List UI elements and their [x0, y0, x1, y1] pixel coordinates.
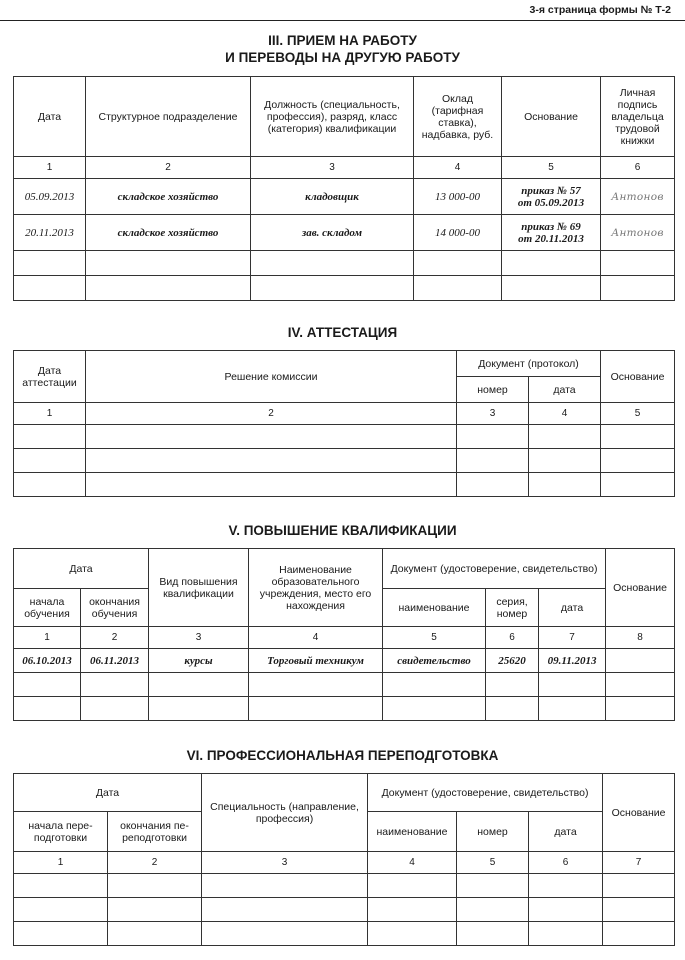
header-series: серия, номер — [486, 589, 539, 627]
cell-end: 06.11.2013 — [81, 649, 149, 673]
col-number: 3 — [251, 157, 414, 179]
cell-basis — [606, 649, 675, 673]
header-start: начала пере-подготовки — [14, 812, 108, 852]
cell-basis — [502, 215, 601, 251]
header-salary: Оклад (тарифная ставка), надбавка, руб. — [414, 77, 502, 157]
basis-date: от 20.11.2013 — [518, 232, 584, 245]
header-decision: Решение комиссии — [86, 351, 457, 403]
table-row — [14, 449, 675, 473]
attestation-table — [13, 350, 675, 497]
col-number: 5 — [383, 627, 486, 649]
table-row — [14, 697, 675, 721]
col-number: 4 — [529, 403, 601, 425]
table-row — [14, 922, 675, 946]
col-number: 1 — [14, 627, 81, 649]
col-number: 6 — [529, 852, 603, 874]
col-number: 4 — [414, 157, 502, 179]
col-number: 1 — [14, 403, 86, 425]
cell-series: 25620 — [486, 649, 539, 673]
header-date: Дата — [14, 774, 202, 812]
cell-doc-name: свидетельство — [383, 649, 486, 673]
col-number: 2 — [86, 157, 251, 179]
col-number: 3 — [149, 627, 249, 649]
col-number: 6 — [601, 157, 675, 179]
signature: Антонов — [611, 226, 664, 239]
header-document: Документ (протокол) — [457, 351, 601, 377]
col-number: 3 — [457, 403, 529, 425]
hiring-transfers-table — [13, 76, 675, 301]
section6-title: VI. ПРОФЕССИОНАЛЬНАЯ ПЕРЕПОДГОТОВКА — [186, 748, 499, 763]
retraining-table — [13, 773, 675, 946]
cell-start: 06.10.2013 — [14, 649, 81, 673]
cell-department: складское хозяйство — [86, 179, 251, 215]
cell-salary: 13 000-00 — [414, 179, 502, 215]
col-number: 8 — [606, 627, 675, 649]
cell-date: 20.11.2013 — [14, 215, 86, 251]
col-number: 5 — [457, 852, 529, 874]
cell-position: зав. складом — [251, 215, 414, 251]
basis-order: приказ № 57 — [521, 184, 581, 197]
col-number: 2 — [86, 403, 457, 425]
col-number: 7 — [539, 627, 606, 649]
header-type: Вид повышения квалификации — [149, 549, 249, 627]
header-basis: Основание — [502, 77, 601, 157]
qualification-table — [13, 548, 675, 721]
signature: Антонов — [611, 190, 664, 203]
cell-basis — [502, 179, 601, 215]
cell-date: 05.09.2013 — [14, 179, 86, 215]
header-position: Должность (специальность, профессия), разряд, класс (категория) квалификации — [251, 77, 414, 157]
cell-signature — [601, 215, 675, 251]
header-document: Документ (удостоверение, свидетельство) — [368, 774, 603, 812]
cell-position: кладовщик — [251, 179, 414, 215]
header-department: Структурное подразделение — [86, 77, 251, 157]
basis-order: приказ № 69 — [521, 220, 581, 233]
col-number: 1 — [14, 852, 108, 874]
header-basis: Основание — [601, 351, 675, 403]
section4-title: IV. АТТЕСТАЦИЯ — [287, 325, 398, 340]
basis-date: от 05.09.2013 — [517, 196, 585, 209]
table-row — [14, 673, 675, 697]
header-basis: Основание — [603, 774, 675, 852]
col-number: 4 — [249, 627, 383, 649]
table-row — [14, 251, 675, 276]
col-number: 2 — [81, 627, 149, 649]
header-specialty: Специальность (направление, профессия) — [202, 774, 368, 852]
header-end: окончания обучения — [81, 589, 149, 627]
header-document: Документ (удостоверение, свидетельство) — [383, 549, 606, 589]
col-number: 7 — [603, 852, 675, 874]
section5-title: V. ПОВЫШЕНИЕ КВАЛИФИКАЦИИ — [228, 523, 457, 538]
header-start: начала обучения — [14, 589, 81, 627]
cell-signature — [601, 179, 675, 215]
header-date: Дата — [14, 77, 86, 157]
page-label: 3-я страница формы № Т-2 — [529, 4, 671, 16]
header-doc-date: дата — [529, 377, 601, 403]
header-number: номер — [457, 812, 529, 852]
cell-salary: 14 000-00 — [414, 215, 502, 251]
cell-institution: Торговый техникум — [249, 649, 383, 673]
col-number: 4 — [368, 852, 457, 874]
table-row — [14, 473, 675, 497]
header-basis: Основание — [606, 549, 675, 627]
header-end: окончания пе-реподготовки — [108, 812, 202, 852]
table-row — [14, 874, 675, 898]
header-doc-name: наименование — [383, 589, 486, 627]
table-row — [14, 215, 675, 251]
section3-title — [0, 32, 685, 66]
table-row — [14, 179, 675, 215]
col-number: 6 — [486, 627, 539, 649]
header-doc-name: наименование — [368, 812, 457, 852]
col-number: 5 — [502, 157, 601, 179]
header-date: Дата — [14, 549, 149, 589]
col-number: 1 — [14, 157, 86, 179]
cell-type: курсы — [149, 649, 249, 673]
cell-doc-date: 09.11.2013 — [539, 649, 606, 673]
top-divider — [0, 20, 685, 21]
table-row — [14, 898, 675, 922]
header-doc-date: дата — [529, 812, 603, 852]
table-row — [14, 425, 675, 449]
cell-department: складское хозяйство — [86, 215, 251, 251]
header-signature: Личная подпись владельца трудовой книжки — [601, 77, 675, 157]
header-institution: Наименование образовательного учреждения, место его нахождения — [249, 549, 383, 627]
header-attestation-date: Дата аттестации — [14, 351, 86, 403]
section3-title-line2: И ПЕРЕВОДЫ НА ДРУГУЮ РАБОТУ — [225, 50, 460, 65]
header-doc-date: дата — [539, 589, 606, 627]
table-row — [14, 276, 675, 301]
col-number: 2 — [108, 852, 202, 874]
header-number: номер — [457, 377, 529, 403]
section3-title-line1: III. ПРИЕМ НА РАБОТУ — [268, 33, 417, 48]
table-row — [14, 649, 675, 673]
col-number: 3 — [202, 852, 368, 874]
col-number: 5 — [601, 403, 675, 425]
